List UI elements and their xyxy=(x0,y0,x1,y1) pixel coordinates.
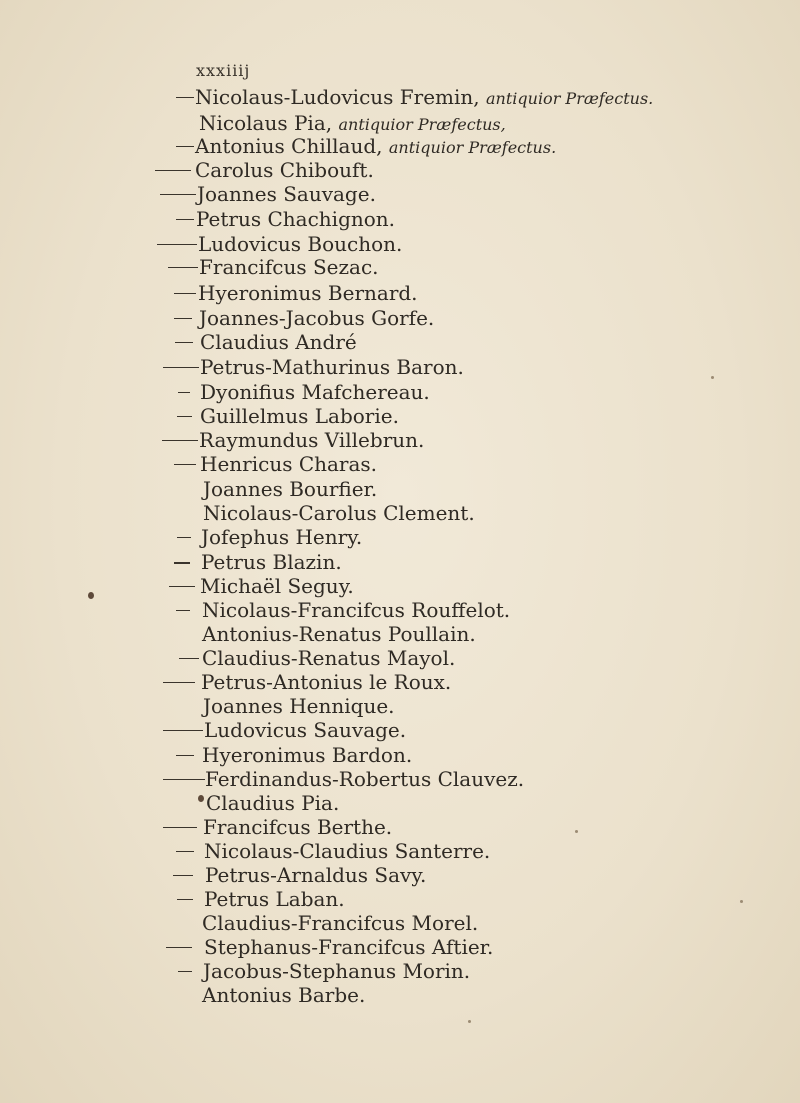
dash-mark xyxy=(174,562,190,564)
list-item xyxy=(203,500,475,526)
dash-mark xyxy=(163,730,203,731)
list-item xyxy=(174,280,418,306)
dash-mark xyxy=(160,194,196,195)
entry-name: Joannes Hennique. xyxy=(203,694,395,718)
list-item xyxy=(163,669,451,695)
paper-speck xyxy=(468,1020,471,1023)
list-item xyxy=(178,958,470,984)
entry-name: Claudius Pia. xyxy=(206,791,340,815)
entry-name: Petrus-Mathurinus Baron. xyxy=(200,355,464,379)
entry-name: Jacobus-Stephanus Morin. xyxy=(203,959,471,983)
dash-mark xyxy=(177,537,191,538)
entry-name: Joannes Sauvage. xyxy=(197,182,376,206)
dash-mark xyxy=(175,342,193,343)
dash-mark xyxy=(162,440,198,441)
dash-mark xyxy=(176,851,194,852)
entry-name: Guillelmus Laborie. xyxy=(200,404,399,428)
dash-mark xyxy=(176,97,194,98)
list-item xyxy=(175,329,357,355)
entry-name: Nicolaus-Claudius Santerre. xyxy=(204,839,491,863)
dash-mark xyxy=(168,267,198,268)
list-item xyxy=(176,838,490,864)
entry-name: Jofephus Henry. xyxy=(201,525,363,549)
list-item xyxy=(202,910,478,936)
dash-mark xyxy=(177,899,193,900)
list-item xyxy=(173,862,426,888)
entry-name: Petrus Blazin. xyxy=(201,550,342,574)
entry-name: Raymundus Villebrun. xyxy=(199,428,425,452)
dash-mark xyxy=(163,367,199,368)
entry-name: Antonius-Renatus Poullain. xyxy=(202,622,476,646)
list-item: Antonius Chillaud, antiquior Præfectus. xyxy=(176,133,556,159)
dash-mark xyxy=(163,779,205,780)
list-item xyxy=(178,379,430,405)
dash-mark xyxy=(163,827,197,828)
list-item xyxy=(163,766,524,792)
dash-mark xyxy=(176,146,194,147)
list-item xyxy=(202,621,476,647)
list-item xyxy=(177,524,362,550)
ink-spot xyxy=(198,795,204,802)
list-item xyxy=(203,476,377,502)
list-item: Nicolaus-Ludovicus Fremin, antiquior Præfectus. xyxy=(176,84,653,110)
list-item xyxy=(155,157,374,183)
list-item xyxy=(176,742,412,768)
list-item xyxy=(203,693,395,719)
entry-name: Hyeronimus Bardon. xyxy=(202,743,413,767)
dash-mark xyxy=(174,293,196,294)
dash-mark xyxy=(177,416,192,417)
paper-speck xyxy=(711,376,714,379)
dash-mark xyxy=(176,219,194,220)
list-item xyxy=(177,403,399,429)
list-item xyxy=(174,305,434,331)
ink-spot xyxy=(88,592,94,599)
entry-name: Claudius-Francifcus Morel. xyxy=(202,911,479,935)
dash-mark xyxy=(155,170,191,171)
entry-name: Petrus Laban. xyxy=(204,887,345,911)
list-item xyxy=(169,573,354,599)
list-item xyxy=(163,717,406,743)
entry-title: antiquior Præfectus. xyxy=(388,138,557,157)
dash-mark xyxy=(178,971,192,972)
dash-mark xyxy=(178,392,190,393)
entry-name: Nicolaus Pia xyxy=(199,111,326,135)
dash-mark xyxy=(176,610,190,611)
list-item xyxy=(168,254,379,280)
entry-name: Ferdinandus-Robertus Clauvez. xyxy=(205,767,525,791)
dash-mark xyxy=(174,318,192,319)
entry-name: Dyonifius Mafchereau. xyxy=(200,380,430,404)
dash-mark xyxy=(176,755,194,756)
list-item xyxy=(174,549,342,575)
entry-title: antiquior Præfectus, xyxy=(338,115,506,134)
list-item xyxy=(160,181,376,207)
entry-name: Nicolaus-Ludovicus Fremin xyxy=(195,85,474,109)
dash-mark xyxy=(173,875,193,876)
dash-mark xyxy=(157,244,197,245)
list-item xyxy=(174,451,377,477)
paper-speck xyxy=(575,830,578,833)
dash-mark xyxy=(169,586,195,587)
entry-title: antiquior Præfectus. xyxy=(486,89,654,108)
entry-name: Francifcus Sezac. xyxy=(199,255,379,279)
entry-name: Ludovicus Bouchon. xyxy=(198,232,403,256)
page-number: xxxiiij xyxy=(196,61,251,80)
list-item xyxy=(177,886,345,912)
list-item xyxy=(163,814,392,840)
list-item xyxy=(176,597,510,623)
entry-name: Nicolaus-Francifcus Rouffelot. xyxy=(202,598,511,622)
entry-name: Petrus-Antonius le Roux. xyxy=(201,670,452,694)
entry-name: Carolus Chibouft. xyxy=(195,158,374,182)
entry-name: Claudius André xyxy=(200,330,357,354)
list-item: Nicolaus Pia, antiquior Præfectus, xyxy=(199,111,506,135)
entry-name: Stephanus-Francifcus Aftier. xyxy=(204,935,494,959)
entry-name: Claudius-Renatus Mayol. xyxy=(202,646,456,670)
entry-name: Michaël Seguy. xyxy=(200,574,354,598)
list-item xyxy=(162,427,424,453)
entry-name: Francifcus Berthe. xyxy=(203,815,393,839)
entry-name: Nicolaus-Carolus Clement. xyxy=(203,501,475,525)
list-item xyxy=(202,982,365,1008)
entry-name: Henricus Charas. xyxy=(200,452,378,476)
list-item xyxy=(206,790,339,816)
list-item xyxy=(166,934,493,960)
list-item xyxy=(176,206,395,232)
dash-mark xyxy=(163,682,195,683)
dash-mark xyxy=(174,464,196,465)
entry-name: Antonius Chillaud xyxy=(195,134,377,158)
entry-name: Ludovicus Sauvage. xyxy=(204,718,407,742)
entry-name: Joannes-Jacobus Gorfe. xyxy=(199,306,435,330)
list-item xyxy=(163,354,464,380)
list-item xyxy=(179,645,455,671)
dash-mark xyxy=(166,947,192,948)
entry-name: Joannes Bourfier. xyxy=(203,477,378,501)
paper-speck xyxy=(740,900,743,903)
entry-name: Antonius Barbe. xyxy=(202,983,366,1007)
entry-name: Hyeronimus Bernard. xyxy=(198,281,418,305)
dash-mark xyxy=(179,658,199,659)
entry-name: Petrus Chachignon. xyxy=(196,207,396,231)
entry-name: Petrus-Arnaldus Savy. xyxy=(205,863,427,887)
